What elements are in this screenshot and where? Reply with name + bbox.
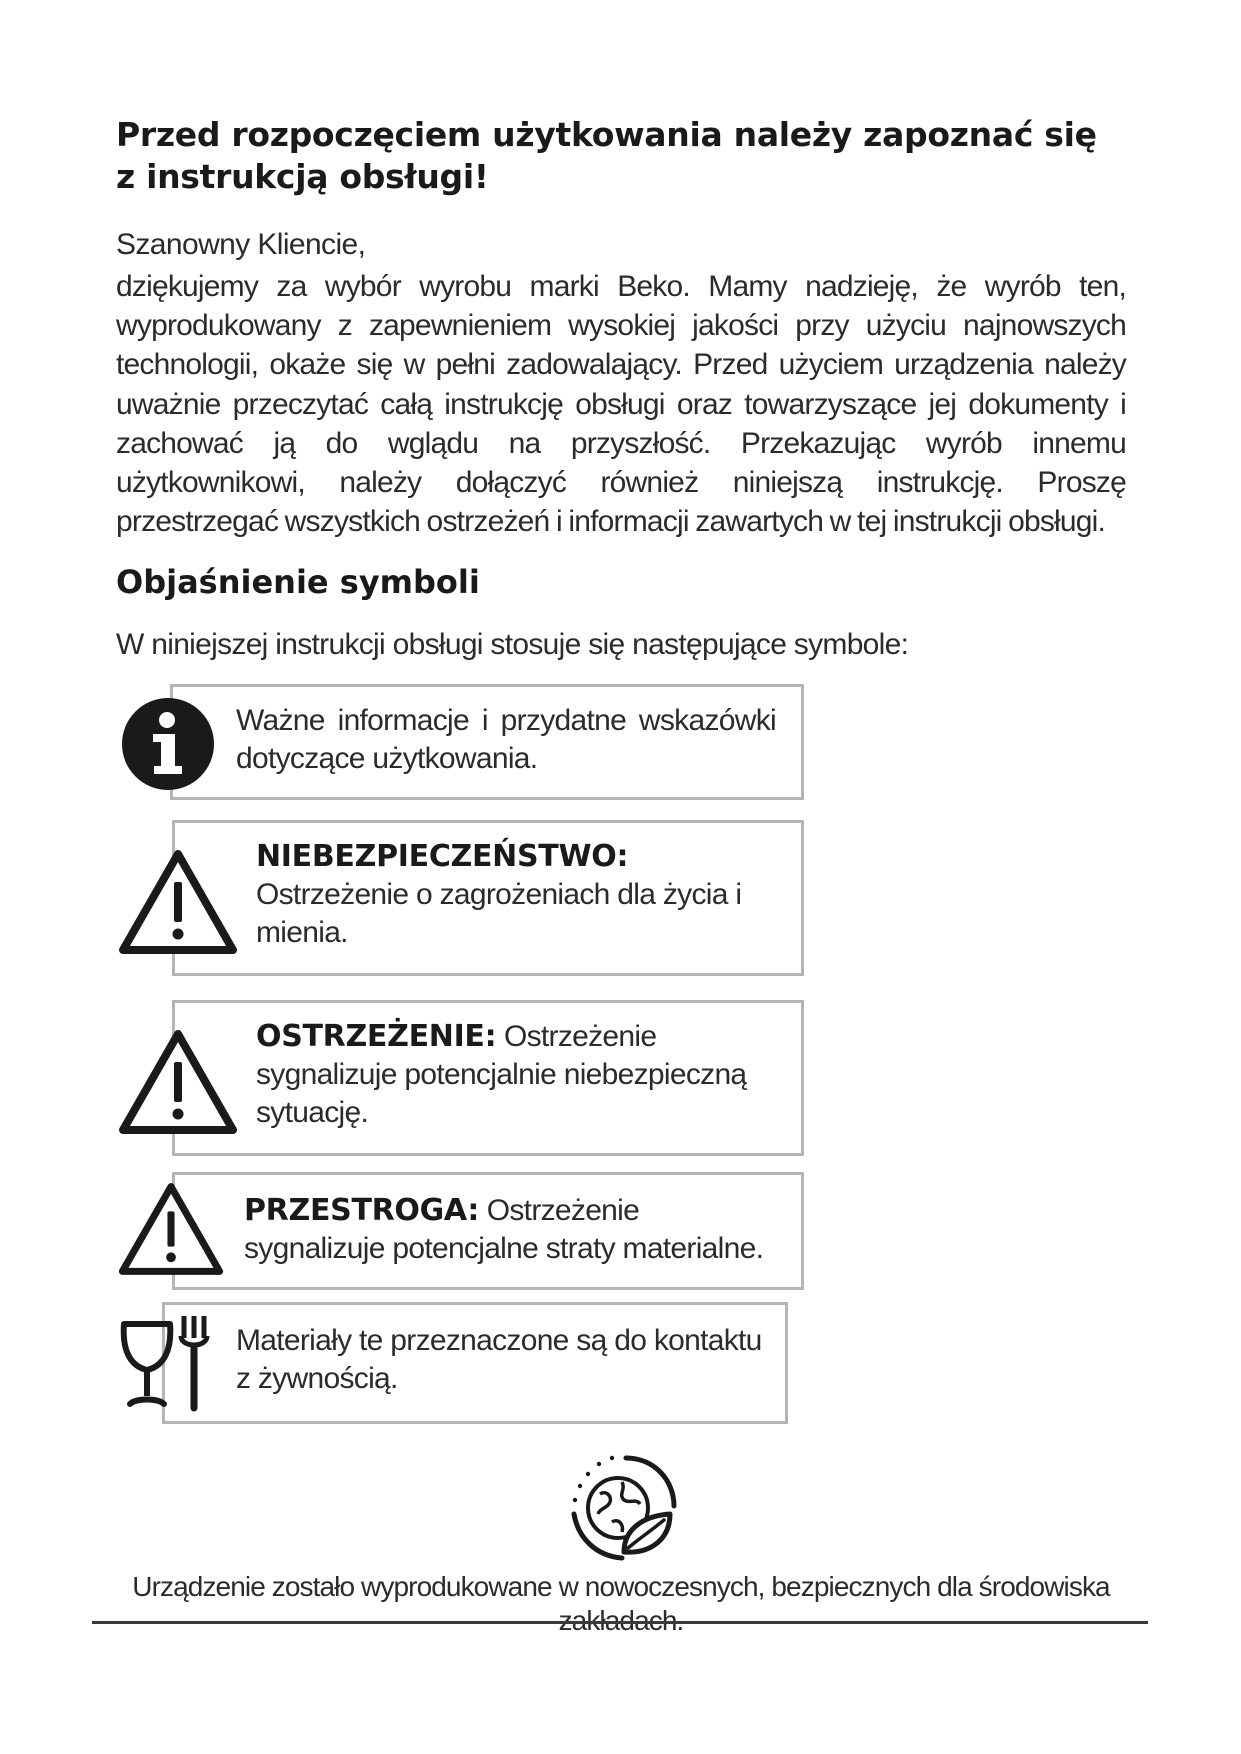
info-icon (120, 696, 216, 792)
warning-triangle-icon (118, 1178, 224, 1280)
symbols-section-title: Objaśnienie symboli (116, 563, 480, 601)
symbol-description: Materiały te przeznaczone są do kontaktu z żywnością. (236, 1324, 762, 1395)
page-title: Przed rozpoczęciem użytkowania należy zapoznać się z instrukcją obsługi! (116, 115, 1097, 196)
salutation: Szanowny Kliencie, (116, 228, 366, 261)
symbol-description: Ostrzeżenie sygnalizuje potencjalne straty materialne. (244, 1194, 764, 1265)
symbols-section-lead: W niniejszej instrukcji obsługi stosuje się następujące symbole: (116, 628, 909, 661)
symbol-text-warning (256, 1018, 756, 1132)
eco-globe-leaf-icon (566, 1452, 682, 1566)
warning-triangle-icon (118, 848, 238, 956)
symbol-description: Ostrzeżenie o zagrożeniach dla życia i mienia. (256, 878, 742, 949)
symbol-keyword: NIEBEZPIECZEŃSTWO: (256, 839, 629, 874)
symbol-text-caution (244, 1192, 784, 1268)
food-contact-icon (118, 1312, 214, 1412)
symbol-keyword: PRZESTROGA: (244, 1193, 480, 1228)
symbol-text-food-contact (236, 1322, 766, 1398)
symbol-text-info (236, 702, 776, 778)
footer-divider (92, 1621, 1148, 1624)
intro-paragraph: dziękujemy za wybór wyrobu marki Beko. Mamy nadzieję, że wyrób ten, wyprodukowany z zapewnieniem wysokiej jakości przy użyciu najnowszych technologii, okaże się w pełni zadowalający. Przed użyciem urządzenia należy uważnie przeczytać całą instrukcję obsługi oraz towarzyszące jej dokumenty i zachować ją do wglądu na przyszłość. Przekazując wyrób innemu użytkownikowi, należy dołączyć również niniejszą instrukcję. Proszę przestrzegać wszystkich ostrzeżeń i informacji zawartych w tej instrukcji obsługi. (116, 270, 1126, 539)
symbol-description: Ważne informacje i przydatne wskazówki dotyczące użytkowania. (236, 704, 776, 775)
symbol-description: Ostrzeżenie sygnalizuje potencjalnie niebezpieczną sytuację. (256, 1020, 747, 1129)
symbol-keyword: OSTRZEŻENIE: (256, 1019, 497, 1054)
footer-eco-note: Urządzenie zostało wyprodukowane w nowoczesnych, bezpiecznych dla środowiska zakładach. (132, 1571, 1110, 1636)
warning-triangle-icon (118, 1028, 238, 1136)
symbol-text-danger (256, 838, 756, 952)
